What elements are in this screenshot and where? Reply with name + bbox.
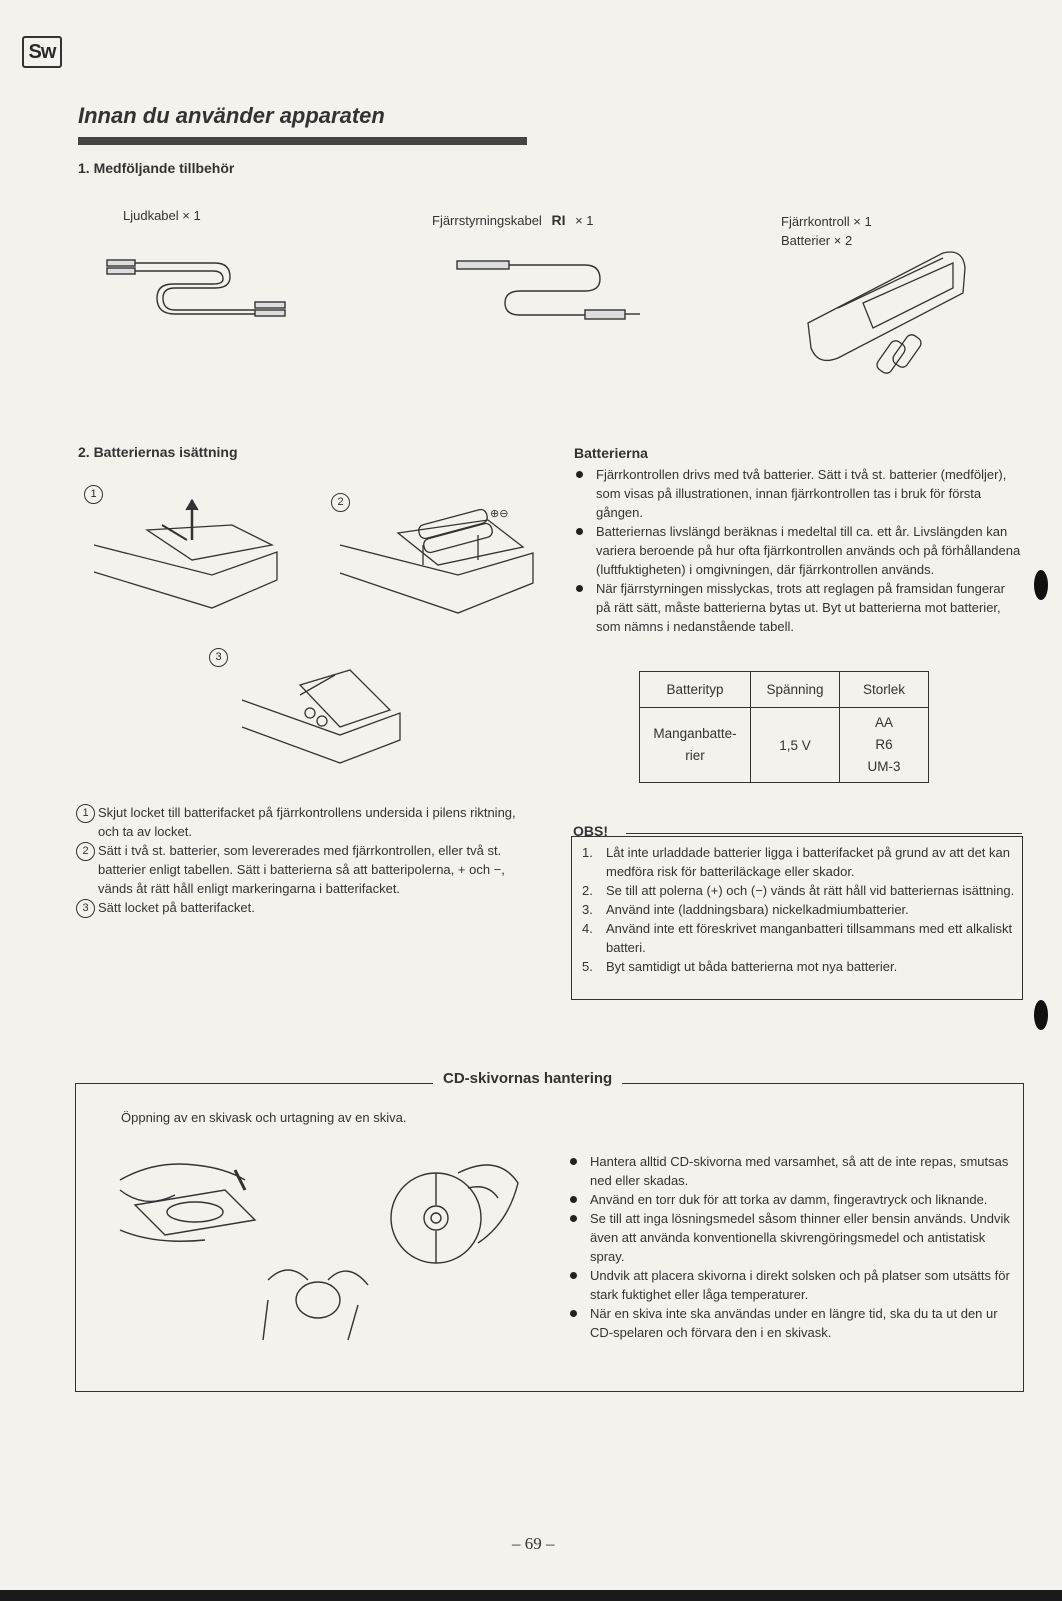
remote-control-illustration xyxy=(803,248,973,373)
table-cell-size: AA R6 UM-3 xyxy=(840,708,929,783)
cd-removal-illustration xyxy=(258,1260,378,1345)
ri-symbol: RI xyxy=(551,212,566,228)
table-cell-voltage: 1,5 V xyxy=(751,708,840,783)
remote-count: Fjärrkontroll × 1 xyxy=(781,214,872,229)
accessory-remote-cable-count: × 1 xyxy=(575,213,594,228)
obs-list xyxy=(572,843,1022,976)
table-header-voltage: Spänning xyxy=(751,672,840,708)
cd-bullet-5: När en skiva inte ska användas under en längre tid, ska du ta ut den ur CD-spelaren och förvara den i en skivask. xyxy=(568,1304,1013,1342)
svg-text:⊕⊖: ⊕⊖ xyxy=(490,508,509,520)
step-marker-1: 1 xyxy=(84,482,108,504)
batteries-bullet-3: När fjärrstyrningen misslyckas, trots att reglagen på framsidan fungerar på rätt sätt, måste batterierna bytas ut. Byt ut batterierna mot batterier, som nämns i nedanstående tabell. xyxy=(574,579,1021,636)
cd-bullet-1: Hantera alltid CD-skivorna med varsamhet, så att de inte repas, smutsas ned eller skadas. xyxy=(568,1152,1013,1190)
battery-table xyxy=(639,671,929,783)
batteries-bullet-1: Fjärrkontrollen drivs med två batterier. Sätt i två st. batterier (medföljer), som visas på illustrationen, innan fjärrkontrollen tas i bruk för första gången. xyxy=(574,465,1021,522)
obs-item-1: 1. Låt inte urladdade batterier ligga i batterifacket på grund av att det kan medföra risk för batteriläckage eller skador. xyxy=(582,845,1010,879)
battery-count: Batterier × 2 xyxy=(781,233,853,248)
section2-heading: 2. Batteriernas isättning xyxy=(78,444,238,460)
obs-item-3: 3. Använd inte (laddningsbara) nickelkadmiumbatterier. xyxy=(582,902,909,917)
cd-bullet-3: Se till att inga lösningsmedel såsom thinner eller bensin används. Undvik även att använda konventionella skivrengöringsmedel och antistatisk spray. xyxy=(568,1209,1013,1266)
step-marker-2: 2 xyxy=(331,490,355,512)
section1-heading: 1. Medföljande tillbehör xyxy=(78,160,235,176)
page-number: – 69 – xyxy=(512,1534,555,1553)
page-title: Innan du använder apparaten xyxy=(78,103,385,128)
accessory-remote-cable-label xyxy=(432,212,594,228)
remote-cable-illustration xyxy=(455,255,645,325)
batteries-bullet-2: Batteriernas livslängd beräknas i medeltal till ca. ett år. Livslängden kan variera beroende på hur ofta fjärrkontrollen används och på förhållandena (luftfuktigheten) i omgivningen, där fjärrkontrollen används. xyxy=(574,522,1021,579)
accessory-remote-label xyxy=(781,212,872,250)
step-3: 3 Sätt locket på batterifacket. xyxy=(76,898,531,917)
battery-step1-illustration xyxy=(92,500,282,620)
step-marker-3: 3 xyxy=(209,645,233,667)
battery-steps-list xyxy=(76,803,531,917)
obs-rule xyxy=(626,833,1022,834)
scan-edge xyxy=(0,1590,1062,1601)
cd-bullets xyxy=(568,1152,1013,1342)
cd-holding-illustration xyxy=(388,1143,528,1273)
obs-item-4: 4. Använd inte ett föreskrivet manganbatteri tillsammans med ett alkaliskt batteri. xyxy=(582,921,1013,955)
cd-subheading: Öppning av en skivask och urtagning av en skiva. xyxy=(121,1110,407,1125)
obs-item-2: 2. Se till att polerna (+) och (−) vänds åt rätt håll vid batteriernas isättning. xyxy=(582,883,1015,898)
language-badge: Sw xyxy=(22,36,62,68)
battery-step3-illustration xyxy=(240,655,410,765)
batteries-bullets xyxy=(574,465,1021,636)
table-cell-type: Manganbatte- rier xyxy=(640,708,751,783)
battery-step2-illustration xyxy=(338,505,538,620)
batteries-heading: Batterierna xyxy=(574,445,648,461)
binding-hole-mark-2 xyxy=(1034,1000,1048,1030)
binding-hole-mark xyxy=(1034,570,1048,600)
accessory-audio-cable-label: Ljudkabel × 1 xyxy=(123,208,201,223)
table-header-type: Batterityp xyxy=(640,672,751,708)
title-underline xyxy=(78,137,527,145)
audio-cable-illustration xyxy=(105,252,305,320)
obs-item-5: 5. Byt samtidigt ut båda batterierna mot nya batterier. xyxy=(582,959,898,974)
cd-bullet-4: Undvik att placera skivorna i direkt solsken och på platser som utsätts för stark fuktighet eller låga temperaturer. xyxy=(568,1266,1013,1304)
obs-box xyxy=(571,836,1023,1000)
step-1: 1 Skjut locket till batterifacket på fjärrkontrollens undersida i pilens riktning, och ta av locket. xyxy=(76,803,531,841)
cd-heading: CD-skivornas hantering xyxy=(433,1070,622,1087)
accessory-remote-cable-name: Fjärrstyrningskabel xyxy=(432,213,542,228)
step-2: 2 Sätt i två st. batterier, som levererades med fjärrkontrollen, eller två st. batterier enligt tabellen. Sätt i batterierna så att batteripolerna, + och −, vänds åt rätt håll enligt markeringarna i batterifacket. xyxy=(76,841,531,898)
table-header-size: Storlek xyxy=(840,672,929,708)
cd-case-opening-illustration xyxy=(115,1150,265,1250)
cd-bullet-2: Använd en torr duk för att torka av damm, fingeravtryck och liknande. xyxy=(568,1190,1013,1209)
obs-heading: OBS! xyxy=(573,823,608,839)
